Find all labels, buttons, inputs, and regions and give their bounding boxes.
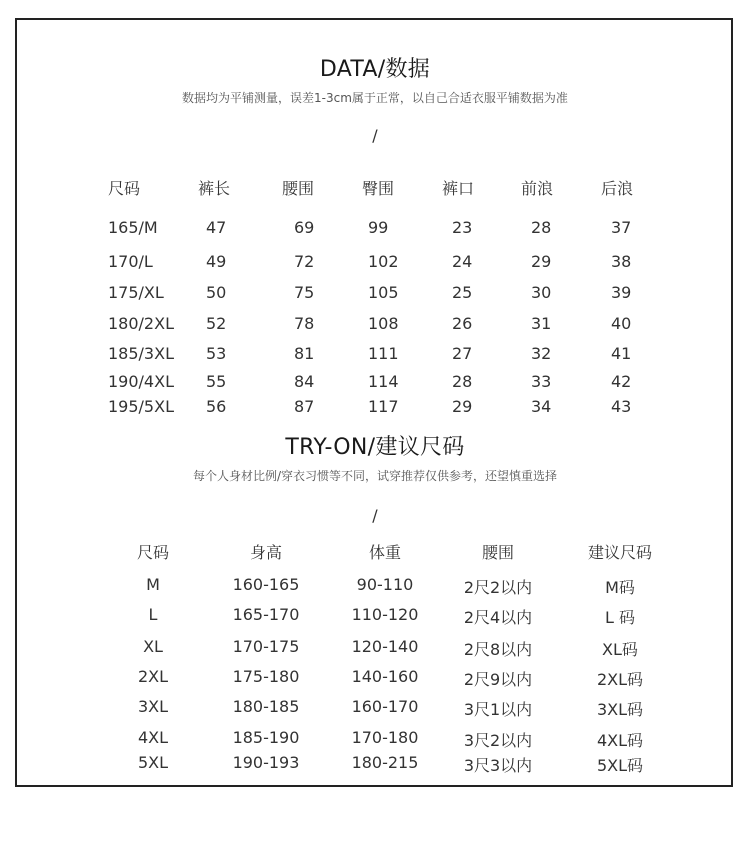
table-cell: 185-190 bbox=[232, 728, 300, 747]
data-divider: / bbox=[372, 126, 378, 145]
row-size-label: 170/L bbox=[108, 252, 153, 271]
row-size-label: 5XL bbox=[137, 753, 169, 772]
table-cell: 3尺2以内 bbox=[463, 731, 533, 750]
column-header: 尺码 bbox=[136, 543, 169, 562]
table-cell: 2尺2以内 bbox=[463, 578, 533, 597]
table-cell: 26 bbox=[452, 314, 473, 333]
row-size-label: 185/3XL bbox=[108, 344, 174, 363]
table-cell: 170-175 bbox=[232, 637, 300, 656]
table-cell: 55 bbox=[206, 372, 227, 391]
table-cell: 3尺3以内 bbox=[463, 756, 533, 775]
table-cell: 120-140 bbox=[351, 637, 419, 656]
row-size-label: 2XL bbox=[137, 667, 169, 686]
table-cell: 33 bbox=[531, 372, 552, 391]
table-cell: 49 bbox=[206, 252, 227, 271]
row-size-label: 165/M bbox=[108, 218, 158, 237]
column-header: 前浪 bbox=[521, 179, 554, 198]
column-header: 腰围 bbox=[481, 543, 514, 562]
row-size-label: 180/2XL bbox=[108, 314, 174, 333]
table-cell: 30 bbox=[531, 283, 552, 302]
row-size-label: M bbox=[146, 575, 160, 594]
table-cell: 37 bbox=[611, 218, 632, 237]
table-cell: 180-215 bbox=[351, 753, 419, 772]
tryon-divider: / bbox=[372, 506, 378, 525]
table-cell: 3XL码 bbox=[596, 700, 644, 719]
row-size-label: 190/4XL bbox=[108, 372, 174, 391]
table-cell: 2尺8以内 bbox=[463, 640, 533, 659]
table-cell: 31 bbox=[531, 314, 552, 333]
table-cell: 140-160 bbox=[351, 667, 419, 686]
table-cell: 102 bbox=[368, 252, 399, 271]
table-cell: 2尺9以内 bbox=[463, 670, 533, 689]
table-cell: 32 bbox=[531, 344, 552, 363]
table-cell: 180-185 bbox=[232, 697, 300, 716]
table-cell: 111 bbox=[368, 344, 399, 363]
table-cell: 105 bbox=[368, 283, 399, 302]
column-header: 身高 bbox=[249, 543, 282, 562]
table-cell: 5XL码 bbox=[596, 756, 644, 775]
table-cell: 110-120 bbox=[351, 605, 419, 624]
table-cell: 175-180 bbox=[232, 667, 300, 686]
table-cell: 38 bbox=[611, 252, 632, 271]
table-cell: 4XL码 bbox=[596, 731, 644, 750]
data-subtitle: 数据均为平铺测量，误差1-3cm属于正常，以自己合适衣服平铺数据为准 bbox=[182, 91, 568, 105]
table-cell: 108 bbox=[368, 314, 399, 333]
table-cell: 56 bbox=[206, 397, 227, 416]
table-cell: 72 bbox=[294, 252, 315, 271]
table-cell: 160-170 bbox=[351, 697, 419, 716]
table-cell: 27 bbox=[452, 344, 473, 363]
table-cell: 53 bbox=[206, 344, 227, 363]
table-cell: 114 bbox=[368, 372, 399, 391]
table-cell: 40 bbox=[611, 314, 632, 333]
table-cell: 75 bbox=[294, 283, 315, 302]
table-cell: 52 bbox=[206, 314, 227, 333]
table-cell: 90-110 bbox=[356, 575, 414, 594]
table-cell: 34 bbox=[531, 397, 552, 416]
column-header: 裤长 bbox=[198, 179, 231, 198]
table-cell: 47 bbox=[206, 218, 227, 237]
tryon-title: TRY-ON/建议尺码 bbox=[285, 435, 465, 460]
row-size-label: 3XL bbox=[137, 697, 169, 716]
table-cell: 190-193 bbox=[232, 753, 300, 772]
table-cell: 25 bbox=[452, 283, 473, 302]
column-header: 裤口 bbox=[442, 179, 475, 198]
data-title: DATA/数据 bbox=[319, 57, 431, 82]
table-cell: 81 bbox=[294, 344, 315, 363]
row-size-label: 4XL bbox=[137, 728, 169, 747]
table-cell: M码 bbox=[605, 578, 635, 597]
table-cell: 78 bbox=[294, 314, 315, 333]
table-cell: 28 bbox=[531, 218, 552, 237]
column-header: 后浪 bbox=[601, 179, 634, 198]
table-cell: 84 bbox=[294, 372, 315, 391]
tryon-subtitle: 每个人身材比例/穿衣习惯等不同，试穿推荐仅供参考，还望慎重选择 bbox=[192, 469, 558, 483]
column-header: 腰围 bbox=[282, 179, 315, 198]
table-cell: 39 bbox=[611, 283, 632, 302]
table-cell: 69 bbox=[294, 218, 315, 237]
row-size-label: L bbox=[148, 605, 158, 624]
table-cell: 3尺1以内 bbox=[463, 700, 533, 719]
column-header: 建议尺码 bbox=[587, 543, 652, 562]
table-cell: 2XL码 bbox=[596, 670, 644, 689]
row-size-label: XL bbox=[143, 637, 163, 656]
row-size-label: 195/5XL bbox=[108, 397, 174, 416]
column-header: 臀围 bbox=[362, 179, 395, 198]
table-cell: 29 bbox=[452, 397, 473, 416]
table-cell: XL码 bbox=[602, 640, 638, 659]
table-cell: 50 bbox=[206, 283, 227, 302]
table-cell: 160-165 bbox=[232, 575, 300, 594]
column-header: 尺码 bbox=[108, 179, 141, 198]
table-cell: 23 bbox=[452, 218, 473, 237]
table-cell: L 码 bbox=[604, 608, 635, 627]
table-cell: 29 bbox=[531, 252, 552, 271]
table-cell: 170-180 bbox=[351, 728, 419, 747]
table-cell: 41 bbox=[611, 344, 632, 363]
row-size-label: 175/XL bbox=[108, 283, 164, 302]
table-cell: 2尺4以内 bbox=[463, 608, 533, 627]
table-cell: 165-170 bbox=[232, 605, 300, 624]
table-cell: 28 bbox=[452, 372, 473, 391]
table-cell: 117 bbox=[368, 397, 399, 416]
table-cell: 42 bbox=[611, 372, 632, 391]
table-cell: 43 bbox=[611, 397, 632, 416]
table-cell: 99 bbox=[368, 218, 389, 237]
table-cell: 87 bbox=[294, 397, 315, 416]
table-cell: 24 bbox=[452, 252, 473, 271]
column-header: 体重 bbox=[368, 543, 401, 562]
